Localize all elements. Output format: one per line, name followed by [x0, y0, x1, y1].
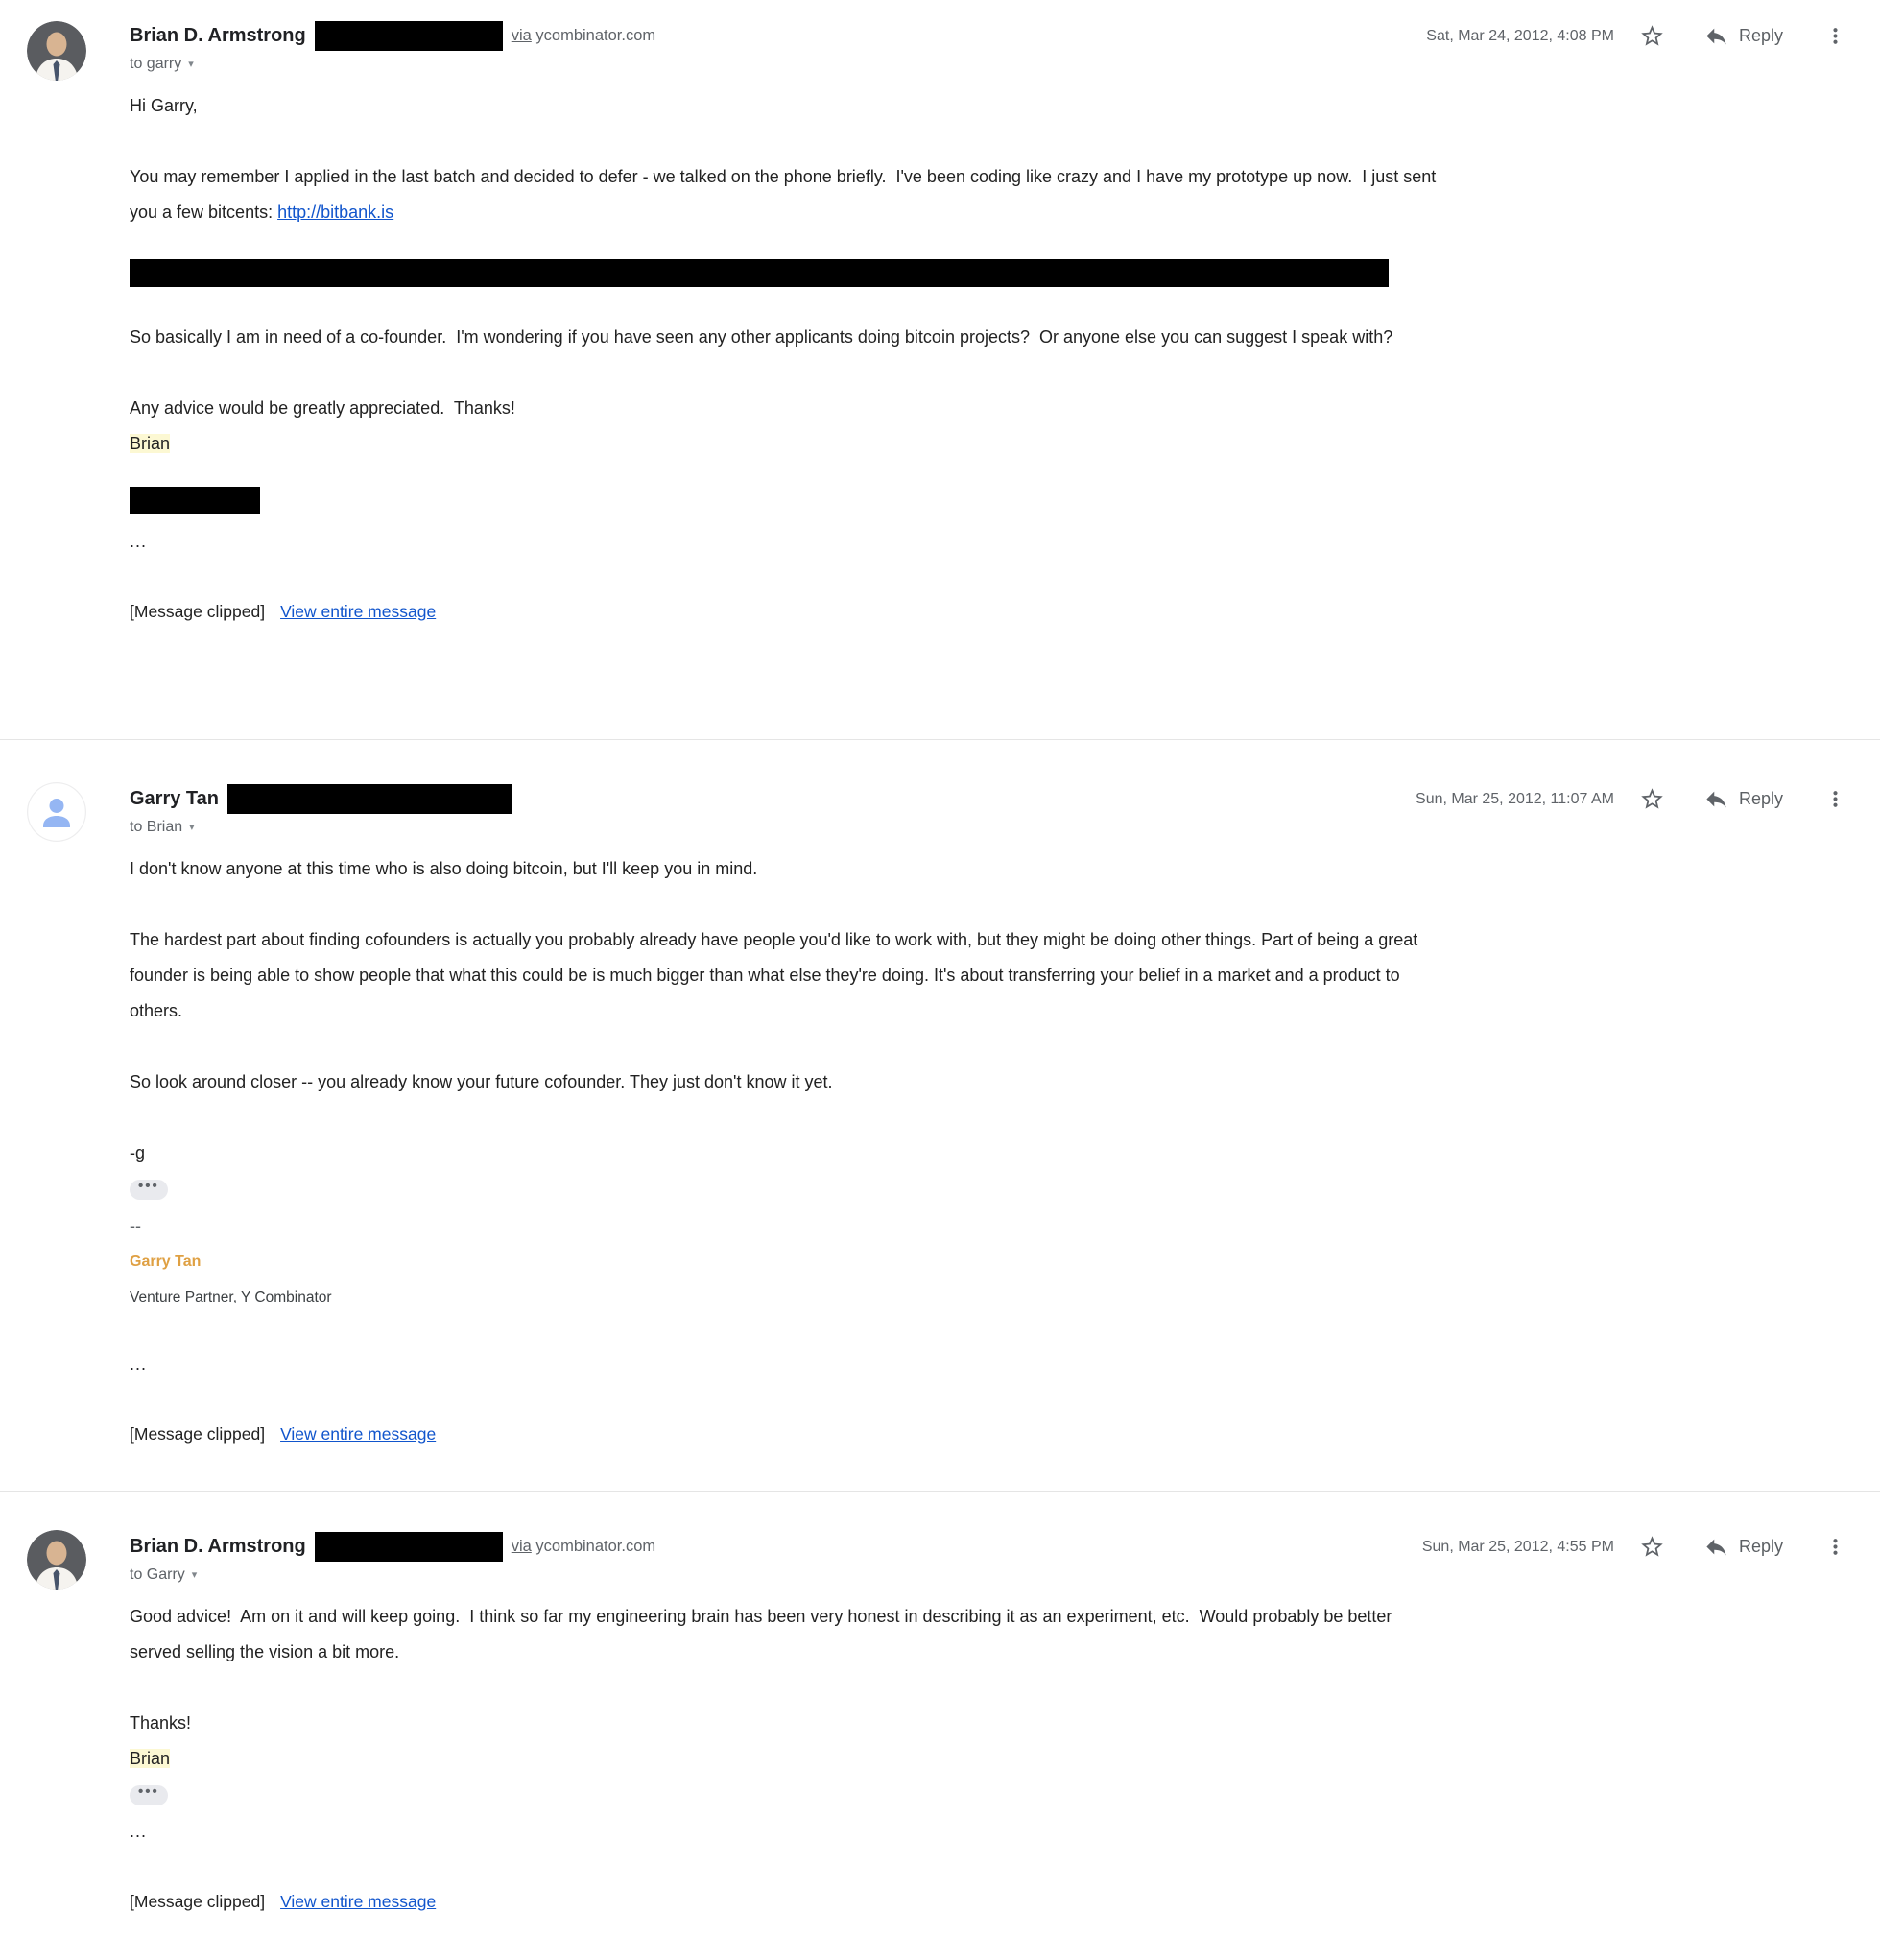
body-paragraph-text: You may remember I applied in the last batch and decided to defer - we talked on the phone briefly. I've been coding like crazy and I have my prototype up now. I just sent you a few bitcents:	[130, 167, 1441, 222]
avatar-photo-brian	[27, 21, 86, 81]
avatar-photo-brian	[27, 1530, 86, 1590]
reply-label: Reply	[1738, 789, 1783, 808]
email-message-1	[0, 0, 1880, 739]
message-date: Sat, Mar 24, 2012, 4:08 PM	[1426, 27, 1614, 44]
star-button[interactable]	[1639, 23, 1665, 49]
via-label: via	[511, 1538, 532, 1555]
more-vert-icon	[1823, 1535, 1847, 1559]
reply-button[interactable]	[1703, 23, 1783, 49]
recipient-label: to garry	[130, 56, 182, 72]
more-options-button[interactable]	[1823, 787, 1847, 811]
view-entire-message-link[interactable]: View entire message	[280, 1424, 437, 1444]
message-clipped-label: [Message clipped]	[130, 1892, 266, 1911]
show-trimmed-content-button[interactable]	[130, 1785, 168, 1805]
sender-avatar-photo[interactable]	[27, 21, 86, 81]
message-clipped-row	[130, 1417, 1442, 1452]
highlighted-name: Brian	[130, 434, 171, 453]
via-domain-text: ycombinator.com	[531, 1538, 656, 1555]
redaction-bar-email-address	[315, 1532, 503, 1562]
redaction-bar-email-address	[227, 784, 512, 814]
quoted-text-ellipsis: ...	[130, 1354, 148, 1374]
more-options-button[interactable]	[1823, 1535, 1847, 1559]
body-greeting: Hi Garry,	[130, 96, 198, 115]
reply-label: Reply	[1738, 26, 1783, 45]
show-trimmed-content-button[interactable]	[130, 1180, 168, 1200]
show-details-caret-icon[interactable]: ▾	[191, 1568, 198, 1581]
view-entire-message-link[interactable]: View entire message	[280, 1892, 437, 1911]
body-paragraph: So look around closer -- you already know your future cofounder. They just don't know it yet.	[130, 1072, 833, 1091]
sender-name: Garry Tan	[130, 788, 219, 809]
body-signature	[130, 1741, 1442, 1777]
signature-title: Venture Partner, Y Combinator	[130, 1289, 332, 1305]
body-paragraph: So basically I am in need of a co-founder. I'm wondering if you have seen any other applicants doing bitcoin projects? Or anyone else you can suggest I speak with?	[130, 327, 1393, 347]
more-options-button[interactable]	[1823, 24, 1847, 48]
star-icon	[1639, 23, 1665, 49]
via-label: via	[511, 27, 532, 44]
trimmed-content-dots-icon: •••	[138, 1178, 159, 1194]
redaction-bar-body	[130, 259, 1389, 287]
more-vert-icon	[1823, 787, 1847, 811]
star-button[interactable]	[1639, 786, 1665, 812]
highlighted-name: Brian	[130, 1749, 171, 1768]
reply-button[interactable]	[1703, 1534, 1783, 1560]
reply-label: Reply	[1738, 1537, 1783, 1556]
quoted-text-ellipsis: ...	[130, 532, 148, 551]
message-body	[130, 851, 1442, 1452]
trimmed-content-dots-icon: •••	[138, 1783, 159, 1800]
body-paragraph: The hardest part about finding cofounders is actually you probably already have people you'd like to work with, but they might be doing other things. Part of being a great founder is being able to show people that what this could be is much bigger than what else they're doing. It's about transferring your belief in a market and a product to others.	[130, 930, 1423, 1020]
body-paragraph	[130, 159, 1442, 230]
message-date: Sun, Mar 25, 2012, 4:55 PM	[1421, 1538, 1614, 1555]
recipient-row[interactable]	[130, 1566, 1847, 1584]
message-clipped-row	[130, 1884, 1442, 1920]
body-signature	[130, 426, 1442, 462]
email-message-2	[0, 739, 1880, 1491]
signature-name: Garry Tan	[130, 1254, 202, 1270]
body-paragraph: Good advice! Am on it and will keep going. I think so far my engineering brain has been very honest in describing it as an experiment, etc. Would probably be better served selling the vision a bit more.	[130, 1607, 1397, 1661]
more-vert-icon	[1823, 24, 1847, 48]
reply-arrow-icon	[1703, 786, 1729, 812]
body-paragraph: I don't know anyone at this time who is also doing bitcoin, but I'll keep you in mind.	[130, 859, 758, 878]
sender-name: Brian D. Armstrong	[130, 1536, 306, 1557]
via-domain	[512, 27, 655, 45]
bitbank-link[interactable]: http://bitbank.is	[277, 203, 394, 222]
message-clipped-label: [Message clipped]	[130, 602, 266, 621]
signature-divider: --	[130, 1216, 141, 1235]
message-body	[130, 1599, 1442, 1920]
show-details-caret-icon[interactable]: ▾	[189, 821, 195, 833]
redaction-bar-email-address	[315, 21, 503, 51]
sender-name: Brian D. Armstrong	[130, 25, 306, 46]
body-paragraph: Any advice would be greatly appreciated. Thanks!	[130, 398, 515, 418]
reply-arrow-icon	[1703, 23, 1729, 49]
body-signature: -g	[130, 1143, 146, 1162]
message-clipped-label: [Message clipped]	[130, 1424, 266, 1444]
show-details-caret-icon[interactable]: ▾	[188, 58, 194, 70]
recipient-label: to Garry	[130, 1566, 185, 1583]
default-person-avatar-icon	[27, 782, 86, 842]
recipient-row[interactable]	[130, 819, 1847, 836]
via-domain	[512, 1538, 655, 1556]
recipient-label: to Brian	[130, 819, 183, 835]
via-domain-text: ycombinator.com	[531, 27, 656, 44]
star-button[interactable]	[1639, 1534, 1665, 1560]
message-body	[130, 88, 1442, 630]
body-paragraph: Thanks!	[130, 1713, 192, 1733]
redaction-bar-signature	[130, 487, 260, 514]
reply-button[interactable]	[1703, 786, 1783, 812]
sender-avatar-default[interactable]	[27, 782, 86, 842]
message-date: Sun, Mar 25, 2012, 11:07 AM	[1416, 790, 1614, 807]
quoted-text-ellipsis: ...	[130, 1822, 148, 1841]
message-clipped-row	[130, 594, 1442, 630]
recipient-row[interactable]	[130, 56, 1847, 73]
star-icon	[1639, 786, 1665, 812]
reply-arrow-icon	[1703, 1534, 1729, 1560]
star-icon	[1639, 1534, 1665, 1560]
sender-avatar-photo[interactable]	[27, 1530, 86, 1590]
email-message-3	[0, 1491, 1880, 1960]
view-entire-message-link[interactable]: View entire message	[280, 602, 437, 621]
